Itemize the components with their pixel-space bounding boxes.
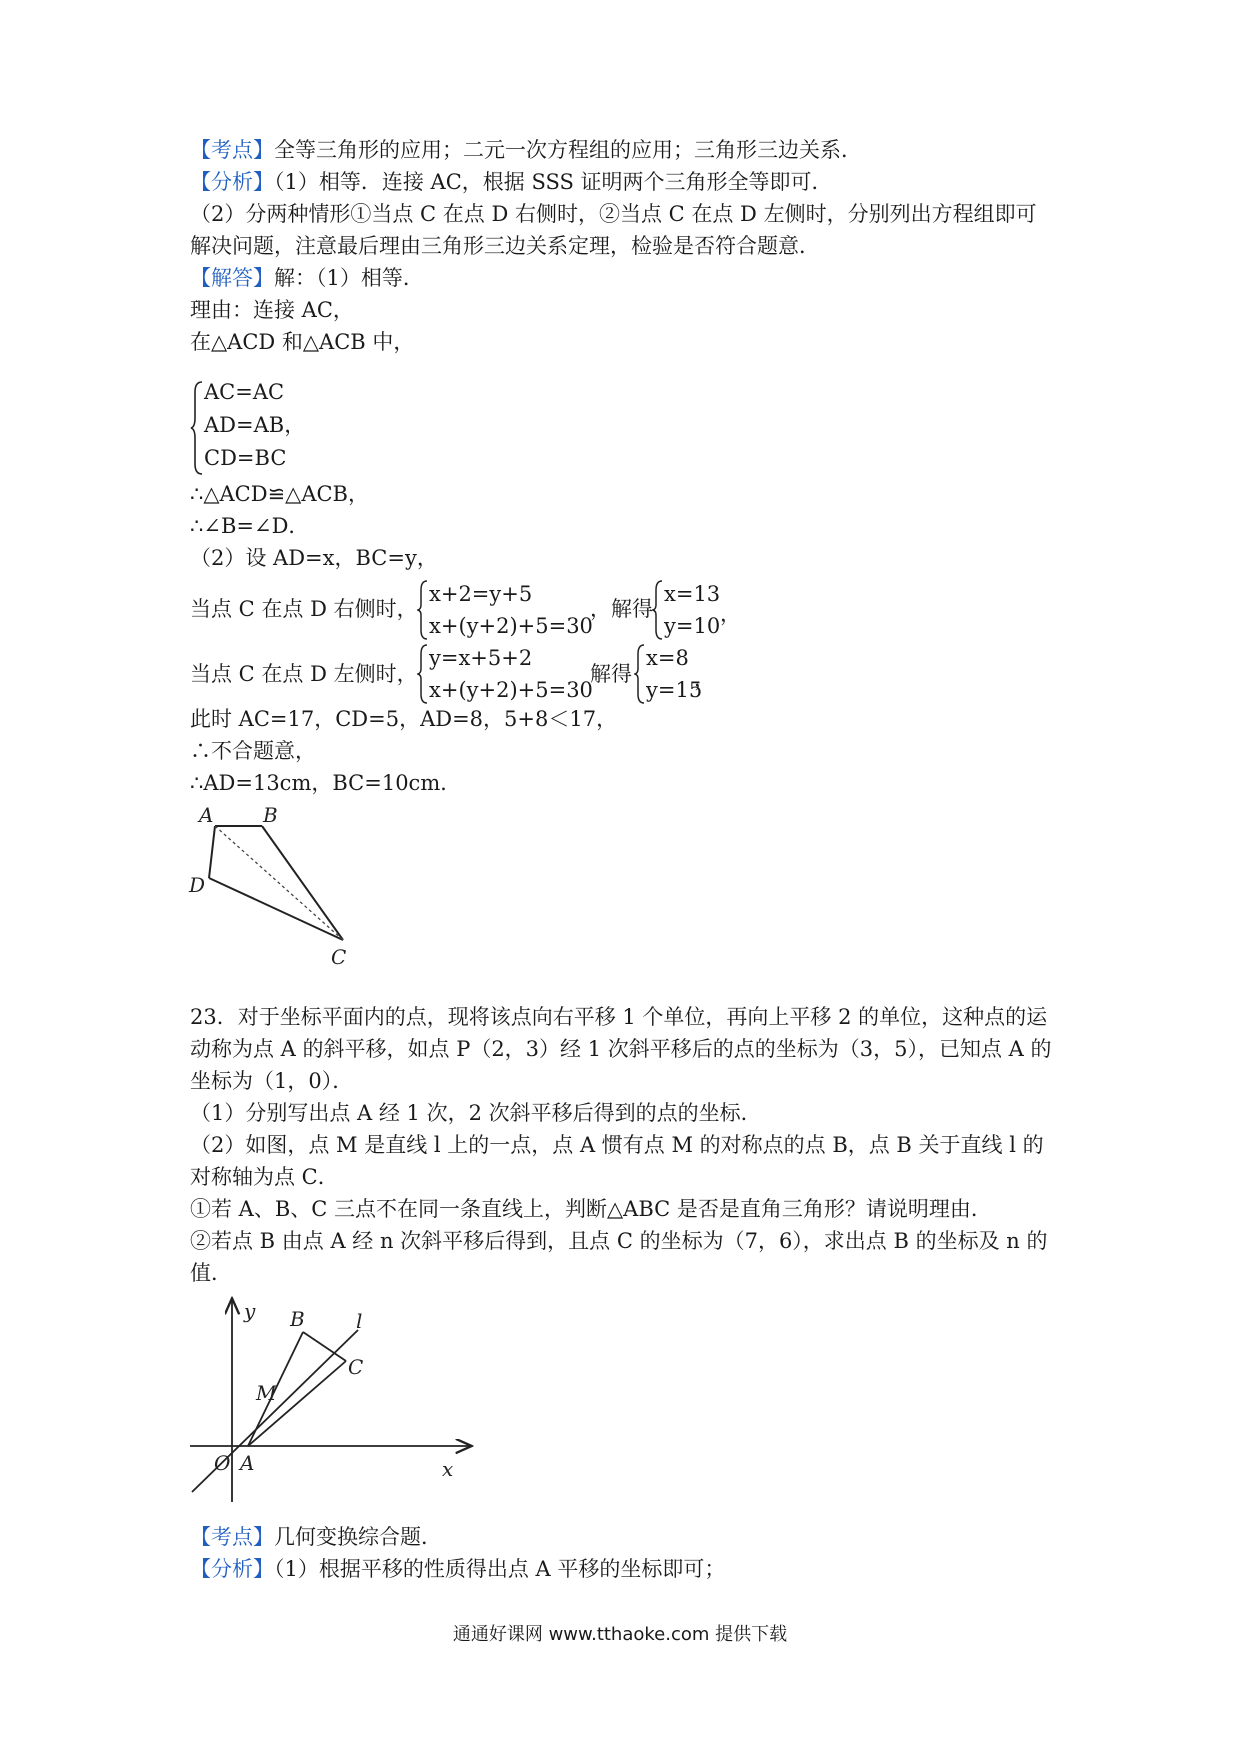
segment-bc <box>303 1332 346 1361</box>
brace-icon <box>652 578 664 642</box>
page-footer: 通通好课网 www.tthaoke.com 提供下载 <box>452 1624 788 1645</box>
line-check: 此时 AC=17，CD=5，AD=8，5+8＜17， <box>190 707 618 731</box>
edge-bc <box>262 826 343 940</box>
case2-sol-y: y=15 <box>646 678 703 702</box>
jieda-text: 解：（1）相等． <box>274 266 424 290</box>
line-reason: 理由：连接 AC， <box>190 298 354 322</box>
case1-system <box>417 578 607 642</box>
case1-eq-2: x+(y+2)+5=30 <box>429 614 593 638</box>
case1-solve-label: ，解得 <box>590 597 653 621</box>
line-congruent: ∴△ACD≌△ACB， <box>190 482 369 506</box>
q23-line-6: 对称轴为点 C． <box>190 1165 339 1189</box>
edge-cd <box>209 878 343 940</box>
label-b: B <box>290 1307 305 1331</box>
tag-fenxi: 【分析】 <box>190 1557 274 1581</box>
congruence-system <box>190 378 310 478</box>
label-o: O <box>214 1451 231 1475</box>
coordinate-figure <box>180 1290 480 1520</box>
case2-sol-x: x=8 <box>646 646 689 670</box>
q23-line-9: 值． <box>190 1261 232 1285</box>
q23-line-1: 23．对于坐标平面内的点，现将该点向右平移 1 个单位，再向上平移 2 的单位，这种点的运 <box>190 1005 1048 1029</box>
line-in-triangles: 在△ACD 和△ACB 中， <box>190 330 415 354</box>
case1-prefix: 当点 C 在点 D 右侧时， <box>190 597 418 621</box>
tag-fenxi: 【分析】 <box>190 170 274 194</box>
label-y: y <box>244 1299 256 1323</box>
case2-prefix: 当点 C 在点 D 左侧时， <box>190 662 418 686</box>
brace-row-1: AC=AC <box>204 380 285 404</box>
quadrilateral-figure <box>185 800 365 970</box>
tag-kaodian: 【考点】 <box>190 138 274 162</box>
line-kaodian-1 <box>190 136 862 164</box>
label-d: D <box>189 873 206 897</box>
brace-row-2: AD=AB， <box>204 413 306 437</box>
brace-icon <box>417 578 429 642</box>
label-b: B <box>263 803 278 827</box>
brace-icon <box>634 642 646 706</box>
brace-row-3: CD=BC <box>204 446 287 470</box>
label-a: A <box>199 803 214 827</box>
label-c: C <box>348 1355 364 1379</box>
label-m: M <box>256 1381 277 1405</box>
kaodian-text: 全等三角形的应用；二元一次方程组的应用；三角形三边关系． <box>274 138 862 162</box>
case2-solve-label: 解得 <box>590 662 632 686</box>
case1-sol-x: x=13 <box>664 582 721 606</box>
label-a: A <box>240 1451 255 1475</box>
diagonal-ac <box>215 826 343 940</box>
q23-line-7: ①若 A、B、C 三点不在同一条直线上，判断△ABC 是否是直角三角形？请说明理由． <box>190 1197 992 1221</box>
case1-sol-y: y=10 <box>664 614 721 638</box>
line-set-vars: （2）设 AD=x，BC=y， <box>190 546 438 570</box>
tag-kaodian: 【考点】 <box>190 1525 274 1549</box>
line-kaodian-2 <box>190 1523 442 1551</box>
line-fenxi-2 <box>190 1555 725 1583</box>
edge-da <box>209 826 215 878</box>
kaodian-text: 几何变换综合题． <box>274 1525 442 1549</box>
q23-line-2: 动称为点 A 的斜平移，如点 P（2，3）经 1 次斜平移后的点的坐标为（3，5），已知点 A 的 <box>190 1037 1052 1061</box>
line-not-valid: ∴不合题意， <box>190 739 316 763</box>
case1-end: ， <box>720 602 741 626</box>
line-analysis-2: （2）分两种情形①当点 C 在点 D 右侧时，②当点 C 在点 D 左侧时，分别列出方程组即可 <box>190 202 1037 226</box>
case2-eq-2: x+(y+2)+5=30 <box>429 678 593 702</box>
case2-system <box>417 642 607 706</box>
line-answer: ∴AD=13cm，BC=10cm． <box>190 771 462 795</box>
line-jieda <box>190 264 424 292</box>
label-c: C <box>331 945 347 969</box>
brace-icon <box>417 642 429 706</box>
q23-line-4: （1）分别写出点 A 经 1 次，2 次斜平移后得到的点的坐标． <box>190 1101 762 1125</box>
q23-line-8: ②若点 B 由点 A 经 n 次斜平移后得到，且点 C 的坐标为（7，6），求出点 B 的坐标及 n 的 <box>190 1229 1048 1253</box>
q23-line-5: （2）如图，点 M 是直线 l 上的一点，点 A 惯有点 M 的对称点的点 B，点 B 关于直线 l 的 <box>190 1133 1044 1157</box>
line-analysis-3: 解决问题，注意最后理由三角形三边关系定理，检验是否符合题意． <box>190 234 820 258</box>
label-l: l <box>356 1309 363 1333</box>
line-angle: ∴∠B=∠D． <box>190 514 310 538</box>
line-fenxi-1 <box>190 168 833 196</box>
tag-jieda: 【解答】 <box>190 266 274 290</box>
case2-eq-1: y=x+5+2 <box>429 646 533 670</box>
fenxi-text: （1）相等．连接 AC，根据 SSS 证明两个三角形全等即可． <box>274 170 833 194</box>
fenxi-text: （1）根据平移的性质得出点 A 平移的坐标即可； <box>274 1557 726 1581</box>
case1-eq-1: x+2=y+5 <box>429 582 533 606</box>
case2-end: ， <box>694 667 715 691</box>
brace-icon <box>190 378 204 478</box>
q23-line-3: 坐标为（1，0）． <box>190 1069 354 1093</box>
case1-solution <box>652 578 722 642</box>
label-x: x <box>442 1457 454 1481</box>
